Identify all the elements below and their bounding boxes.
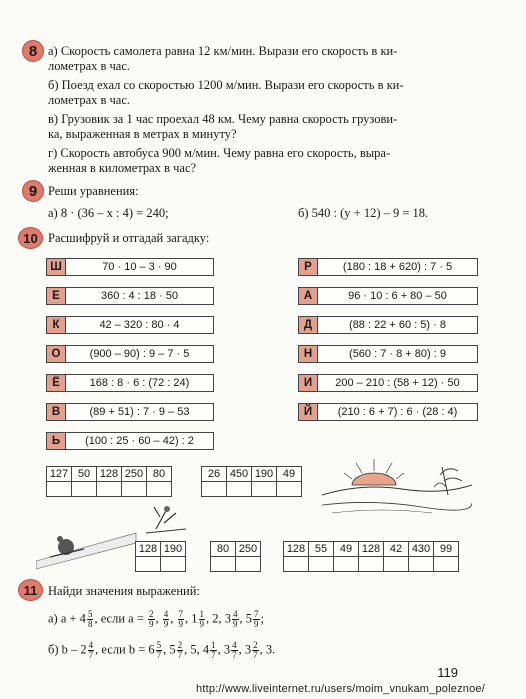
task-11-number: 11 bbox=[18, 579, 43, 601]
cipher-row bbox=[298, 403, 478, 421]
task-9b: б) 540 : (y + 12) – 9 = 18. bbox=[298, 206, 429, 220]
answer-grid-5 bbox=[283, 541, 459, 572]
cipher-letter: Ш bbox=[46, 258, 66, 276]
cipher-letter: Н bbox=[298, 345, 318, 363]
answer-cell[interactable] bbox=[384, 557, 409, 572]
cipher-letter: К bbox=[46, 316, 66, 334]
task-8-number: 8 bbox=[22, 40, 44, 62]
cipher-row bbox=[298, 345, 478, 363]
cipher-letter: Ё bbox=[46, 374, 66, 392]
grid-cell: 99 bbox=[434, 542, 459, 557]
cipher-expression: (180 : 18 + 620) : 7 · 5 bbox=[318, 258, 478, 276]
answer-cell[interactable] bbox=[136, 557, 161, 572]
answer-cell[interactable] bbox=[236, 557, 261, 572]
grid-cell: 190 bbox=[252, 467, 277, 482]
cipher-letter: О bbox=[46, 345, 66, 363]
answer-cell[interactable] bbox=[97, 482, 122, 497]
cipher-row bbox=[46, 316, 214, 334]
cipher-letter: Й bbox=[298, 403, 318, 421]
grid-cell: 450 bbox=[227, 467, 252, 482]
task-10-number: 10 bbox=[18, 227, 43, 249]
footer-url[interactable]: http://www.liveinternet.ru/users/moim_vnukam_poleznoe/ bbox=[196, 683, 485, 695]
cipher-letter: Р bbox=[298, 258, 318, 276]
grid-cell: 49 bbox=[334, 542, 359, 557]
answer-cell[interactable] bbox=[309, 557, 334, 572]
cipher-expression: 42 – 320 : 80 · 4 bbox=[66, 316, 214, 334]
task-11b: б) b – 2 $\frac{4}{7}$ , если b = 6 $\frac{5}{7}$ , 5 $\frac{2}{7}$ , 5, 4 $\frac{1}{7}$ , 3 $\frac{4}{7}$ , 3 $\frac{2}{7}$ , 3. bbox=[48, 640, 276, 660]
cipher-row bbox=[298, 287, 478, 305]
answer-cell[interactable] bbox=[409, 557, 434, 572]
cipher-letter: Ь bbox=[46, 432, 66, 450]
answer-grid-3 bbox=[135, 541, 186, 572]
task-8v: в) Грузовик за 1 час проехал 48 км. Чему равна скорость грузови- ка, выраженная в метрах в минуту? bbox=[48, 112, 398, 141]
answer-cell[interactable] bbox=[284, 557, 309, 572]
cipher-expression: (560 : 7 · 8 + 80) : 9 bbox=[318, 345, 478, 363]
cipher-expression: 70 · 10 – 3 · 90 bbox=[66, 258, 214, 276]
grid-cell: 127 bbox=[47, 467, 72, 482]
grid-cell: 250 bbox=[122, 467, 147, 482]
task-8a: а) Скорость самолета равна 12 км/мин. Вырази его скорость в ки- лометрах в час. bbox=[48, 44, 398, 73]
task-8b: б) Поезд ехал со скоростью 1200 м/мин. Вырази его скорость в ки- лометрах в час. bbox=[48, 78, 404, 107]
grid-cell: 190 bbox=[161, 542, 186, 557]
cipher-letter: В bbox=[46, 403, 66, 421]
cipher-expression: 96 · 10 : 6 + 80 – 50 bbox=[318, 287, 478, 305]
cipher-row bbox=[298, 316, 478, 334]
cipher-expression: 200 – 210 : (58 + 12) · 50 bbox=[318, 374, 478, 392]
cipher-letter: А bbox=[298, 287, 318, 305]
grid-cell: 128 bbox=[359, 542, 384, 557]
cipher-row bbox=[46, 287, 214, 305]
answer-grid-2 bbox=[201, 466, 302, 497]
cipher-row bbox=[46, 345, 214, 363]
answer-cell[interactable] bbox=[334, 557, 359, 572]
answer-cell[interactable] bbox=[122, 482, 147, 497]
answer-cell[interactable] bbox=[202, 482, 227, 497]
grid-cell: 80 bbox=[147, 467, 172, 482]
cipher-letter: Е bbox=[46, 287, 66, 305]
answer-cell[interactable] bbox=[47, 482, 72, 497]
grid-cell: 128 bbox=[136, 542, 161, 557]
landscape-illustration bbox=[322, 455, 472, 517]
answer-cell[interactable] bbox=[277, 482, 302, 497]
cipher-expression: (100 : 25 · 60 – 42) : 2 bbox=[66, 432, 214, 450]
cipher-expression: (210 : 6 + 7) : 6 · (28 : 4) bbox=[318, 403, 478, 421]
cipher-row bbox=[46, 403, 214, 421]
page-number: 119 bbox=[437, 665, 458, 680]
grid-cell: 128 bbox=[284, 542, 309, 557]
cipher-row bbox=[46, 374, 214, 392]
grid-cell: 250 bbox=[236, 542, 261, 557]
answer-cell[interactable] bbox=[227, 482, 252, 497]
answer-cell[interactable] bbox=[211, 557, 236, 572]
task-8g: г) Скорость автобуса 900 м/мин. Чему равна его скорость, выра- женная в километрах в час? bbox=[48, 146, 391, 175]
task-10-title: Расшифруй и отгадай загадку: bbox=[48, 231, 210, 245]
answer-grid-4 bbox=[210, 541, 261, 572]
cipher-expression: 168 : 8 · 6 : (72 : 24) bbox=[66, 374, 214, 392]
cipher-letter: Д bbox=[298, 316, 318, 334]
cipher-expression: (900 – 90) : 9 – 7 · 5 bbox=[66, 345, 214, 363]
cipher-row bbox=[298, 374, 478, 392]
grid-cell: 49 bbox=[277, 467, 302, 482]
task-9-title: Реши уравнения: bbox=[48, 184, 139, 198]
grid-cell: 50 bbox=[72, 467, 97, 482]
task-11-title: Найди значения выражений: bbox=[48, 584, 200, 598]
grid-cell: 80 bbox=[211, 542, 236, 557]
cipher-letter: И bbox=[298, 374, 318, 392]
task-9a: а) 8 · (36 – x : 4) = 240; bbox=[48, 206, 169, 220]
answer-cell[interactable] bbox=[359, 557, 384, 572]
answer-cell[interactable] bbox=[161, 557, 186, 572]
grid-cell: 42 bbox=[384, 542, 409, 557]
cipher-expression: (89 + 51) : 7 · 9 – 53 bbox=[66, 403, 214, 421]
cipher-row bbox=[46, 432, 214, 450]
answer-cell[interactable] bbox=[434, 557, 459, 572]
task-11a: а) a + 4 $\frac{5}{8}$ , если a = $\frac{2}{9}$ , $\frac{4}{9}$ , $\frac{7}{9}$ , 1 $\frac{1}{9}$ , 2, 3 $\frac{4}{9}$ , 5 $\frac{7}{9}$ ; bbox=[48, 609, 264, 629]
cipher-row bbox=[298, 258, 478, 276]
cipher-expression: 360 : 4 : 18 · 50 bbox=[66, 287, 214, 305]
answer-cell[interactable] bbox=[72, 482, 97, 497]
answer-cell[interactable] bbox=[252, 482, 277, 497]
grid-cell: 26 bbox=[202, 467, 227, 482]
cipher-row bbox=[46, 258, 214, 276]
grid-cell: 430 bbox=[409, 542, 434, 557]
cipher-expression: (88 : 22 + 60 : 5) · 8 bbox=[318, 316, 478, 334]
grid-cell: 128 bbox=[97, 467, 122, 482]
task-9-number: 9 bbox=[22, 180, 44, 202]
answer-grid-1 bbox=[46, 466, 172, 497]
grid-cell: 55 bbox=[309, 542, 334, 557]
answer-cell[interactable] bbox=[147, 482, 172, 497]
